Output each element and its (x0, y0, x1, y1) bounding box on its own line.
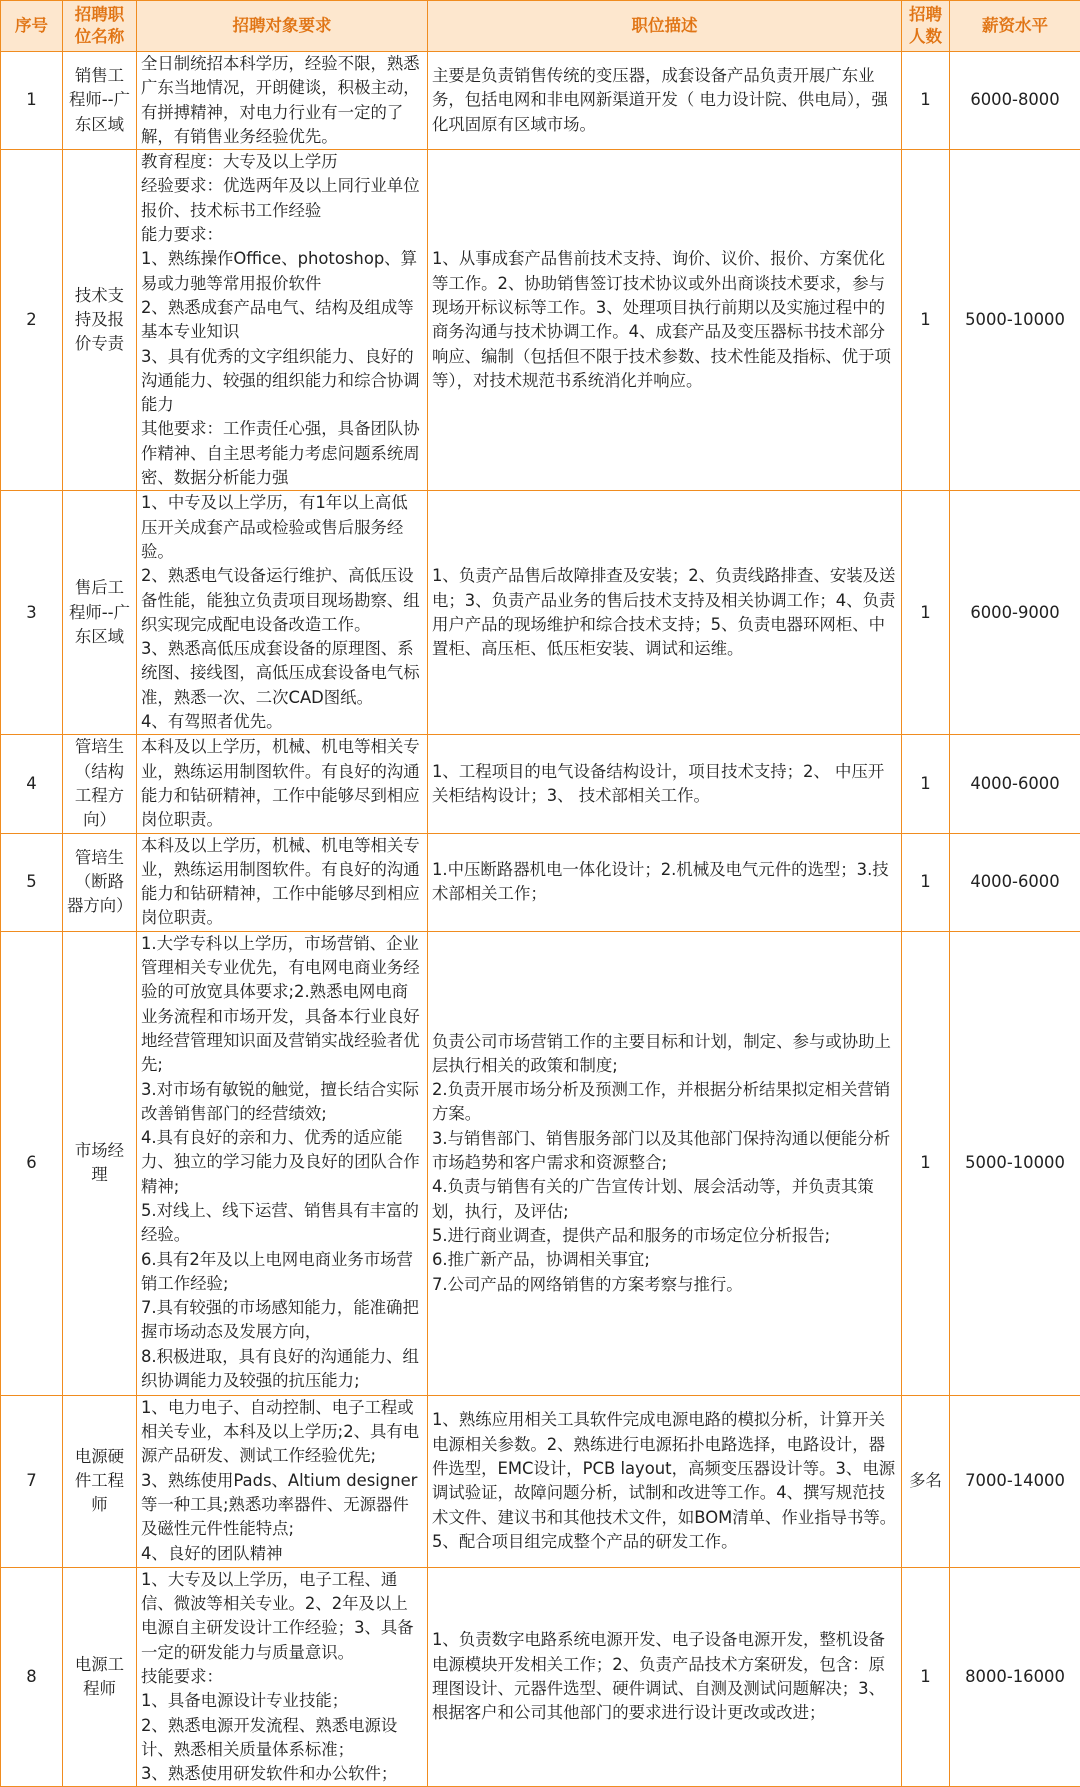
header-description: 职位描述 (428, 1, 902, 52)
header-position: 招聘职位名称 (63, 1, 137, 52)
cell-description: 1.中压断路器机电一体化设计；2.机械及电气元件的选型；3.技术部相关工作； (428, 833, 902, 931)
cell-count: 1 (902, 931, 950, 1395)
cell-count: 多名 (902, 1395, 950, 1567)
cell-salary: 6000-8000 (950, 52, 1080, 150)
cell-seq: 5 (1, 833, 63, 931)
header-salary: 薪资水平 (950, 1, 1080, 52)
header-row (1, 1, 1080, 52)
cell-requirements: 本科及以上学历，机械、机电等相关专业，熟练运用制图软件。有良好的沟通能力和钻研精神，工作中能够尽到相应岗位职责。 (137, 735, 428, 833)
cell-position: 售后工程师--广东区域 (63, 491, 137, 735)
cell-description: 主要是负责销售传统的变压器，成套设备产品负责开展广东业务，包括电网和非电网新渠道开发（ 电力设计院、供电局），强化巩固原有区域市场。 (428, 52, 902, 150)
cell-salary: 6000-9000 (950, 491, 1080, 735)
cell-seq: 7 (1, 1395, 63, 1567)
cell-requirements: 教育程度：大专及以上学历 经验要求：优选两年及以上同行业单位报价、技术标书工作经验 能力要求： 1、熟练操作Office、photoshop、算易或力驰等常用报价软件 2、熟悉成套产品电气、结构及组成等基本专业知识 3、具有优秀的文字组织能力、良好的沟通能力、较强的组织能力和综合协调能力 其他要求：工作责任心强，具备团队协作精神、自主思考能力考虑问题系统周密、数据分析能力强 (137, 150, 428, 491)
cell-position: 市场经理 (63, 931, 137, 1395)
cell-position: 销售工程师--广东区域 (63, 52, 137, 150)
cell-seq: 2 (1, 150, 63, 491)
cell-position: 技术支持及报价专责 (63, 150, 137, 491)
cell-salary: 8000-16000 (950, 1567, 1080, 1787)
cell-seq: 8 (1, 1567, 63, 1787)
cell-description: 1、工程项目的电气设备结构设计，项目技术支持；2、 中压开关柜结构设计；3、 技术部相关工作。 (428, 735, 902, 833)
table-body (1, 52, 1080, 1787)
cell-requirements: 1.大学专科以上学历，市场营销、企业管理相关专业优先，有电网电商业务经验的可放宽具体要求;2.熟悉电网电商业务流程和市场开发，具备本行业良好地经营管理知识面及营销实战经验者优先; 3.对市场有敏锐的触觉，擅长结合实际改善销售部门的经营绩效; 4.具有良好的亲和力、优秀的适应能力、独立的学习能力及良好的团队合作精神; 5.对线上、线下运营、销售具有丰富的经验。 6.具有2年及以上电网电商业务市场营销工作经验; 7.具有较强的市场感知能力，能准确把握市场动态及发展方向， 8.积极进取，具有良好的沟通能力、组织协调能力及较强的抗压能力; (137, 931, 428, 1395)
cell-position: 管培生（断路器方向） (63, 833, 137, 931)
header-seq: 序号 (1, 1, 63, 52)
table-row (1, 491, 1080, 735)
cell-position: 电源工程师 (63, 1567, 137, 1787)
table-row (1, 1567, 1080, 1787)
cell-seq: 3 (1, 491, 63, 735)
table-row (1, 1395, 1080, 1567)
cell-salary: 7000-14000 (950, 1395, 1080, 1567)
cell-salary: 4000-6000 (950, 833, 1080, 931)
cell-seq: 4 (1, 735, 63, 833)
cell-salary: 4000-6000 (950, 735, 1080, 833)
cell-description: 负责公司市场营销工作的主要目标和计划，制定、参与或协助上层执行相关的政策和制度; 2.负责开展市场分析及预测工作，并根据分析结果拟定相关营销方案。 3.与销售部门、销售服务部门以及其他部门保持沟通以便能分析市场趋势和客户需求和资源整合; 4.负责与销售有关的广告宣传计划、展会活动等，并负责其策划，执行，及评估; 5.进行商业调查，提供产品和服务的市场定位分析报告; 6.推广新产品，协调相关事宜; 7.公司产品的网络销售的方案考察与推行。 (428, 931, 902, 1395)
cell-count: 1 (902, 491, 950, 735)
cell-requirements: 1、中专及以上学历，有1年以上高低压开关成套产品或检验或售后服务经验。 2、熟悉电气设备运行维护、高低压设备性能，能独立负责项目现场勘察、组织实现完成配电设备改造工作。 3、熟悉高低压成套设备的原理图、系统图、接线图，高低压成套设备电气标准，熟悉一次、二次CAD图纸。 4、有驾照者优先。 (137, 491, 428, 735)
cell-requirements: 全日制统招本科学历，经验不限，熟悉广东当地情况，开朗健谈，积极主动，有拼搏精神，对电力行业有一定的了解，有销售业务经验优先。 (137, 52, 428, 150)
cell-count: 1 (902, 1567, 950, 1787)
table-row (1, 150, 1080, 491)
cell-description: 1、熟练应用相关工具软件完成电源电路的模拟分析，计算开关电源相关参数。2、熟练进行电源拓扑电路选择，电路设计，器件选型，EMC设计，PCB layout，高频变压器设计等。3、电源调试验证，故障问题分析，试制和改进等工作。4、撰写规范技术文件、建议书和其他技术文件，如BOM清单、作业指导书等。5、配合项目组完成整个产品的研发工作。 (428, 1395, 902, 1567)
cell-salary: 5000-10000 (950, 931, 1080, 1395)
cell-position: 电源硬件工程师 (63, 1395, 137, 1567)
cell-count: 1 (902, 52, 950, 150)
cell-description: 1、负责产品售后故障排查及安装；2、负责线路排查、安装及送电；3、负责产品业务的售后技术支持及相关协调工作；4、负责用户产品的现场维护和综合技术支持；5、负责电器环网柜、中置柜、高压柜、低压柜安装、调试和运维。 (428, 491, 902, 735)
header-requirements: 招聘对象要求 (137, 1, 428, 52)
cell-seq: 6 (1, 931, 63, 1395)
cell-seq: 1 (1, 52, 63, 150)
cell-requirements: 本科及以上学历，机械、机电等相关专业，熟练运用制图软件。有良好的沟通能力和钻研精神，工作中能够尽到相应岗位职责。 (137, 833, 428, 931)
cell-count: 1 (902, 150, 950, 491)
cell-position: 管培生（结构工程方向） (63, 735, 137, 833)
table-row (1, 52, 1080, 150)
cell-description: 1、从事成套产品售前技术支持、询价、议价、报价、方案优化等工作。2、协助销售签订技术协议或外出商谈技术要求，参与现场开标议标等工作。3、处理项目执行前期以及实施过程中的商务沟通与技术协调工作。4、成套产品及变压器标书技术部分响应、编制（包括但不限于技术参数、技术性能及指标、优于项等），对技术规范书系统消化并响应。 (428, 150, 902, 491)
table-row (1, 735, 1080, 833)
cell-requirements: 1、大专及以上学历，电子工程、通信、微波等相关专业。2、2年及以上电源自主研发设计工作经验；3、具备一定的研发能力与质量意识。 技能要求： 1、具备电源设计专业技能； 2、熟悉电源开发流程、熟悉电源设计、熟悉相关质量体系标准； 3、熟悉使用研发软件和办公软件； (137, 1567, 428, 1787)
table-row (1, 833, 1080, 931)
table-header (1, 1, 1080, 52)
table-row (1, 931, 1080, 1395)
cell-requirements: 1、电力电子、自动控制、电子工程或相关专业，本科及以上学历;2、具有电源产品研发、测试工作经验优先; 3、熟练使用Pads、Altium designer等一种工具;熟悉功率器件、无源器件及磁性元件性能特点; 4、良好的团队精神 (137, 1395, 428, 1567)
header-count: 招聘人数 (902, 1, 950, 52)
cell-count: 1 (902, 735, 950, 833)
cell-salary: 5000-10000 (950, 150, 1080, 491)
cell-description: 1、负责数字电路系统电源开发、电子设备电源开发，整机设备电源模块开发相关工作；2、负责产品技术方案研发，包含：原理图设计、元器件选型、硬件调试、自测及测试问题解决；3、根据客户和公司其他部门的要求进行设计更改或改进； (428, 1567, 902, 1787)
cell-count: 1 (902, 833, 950, 931)
